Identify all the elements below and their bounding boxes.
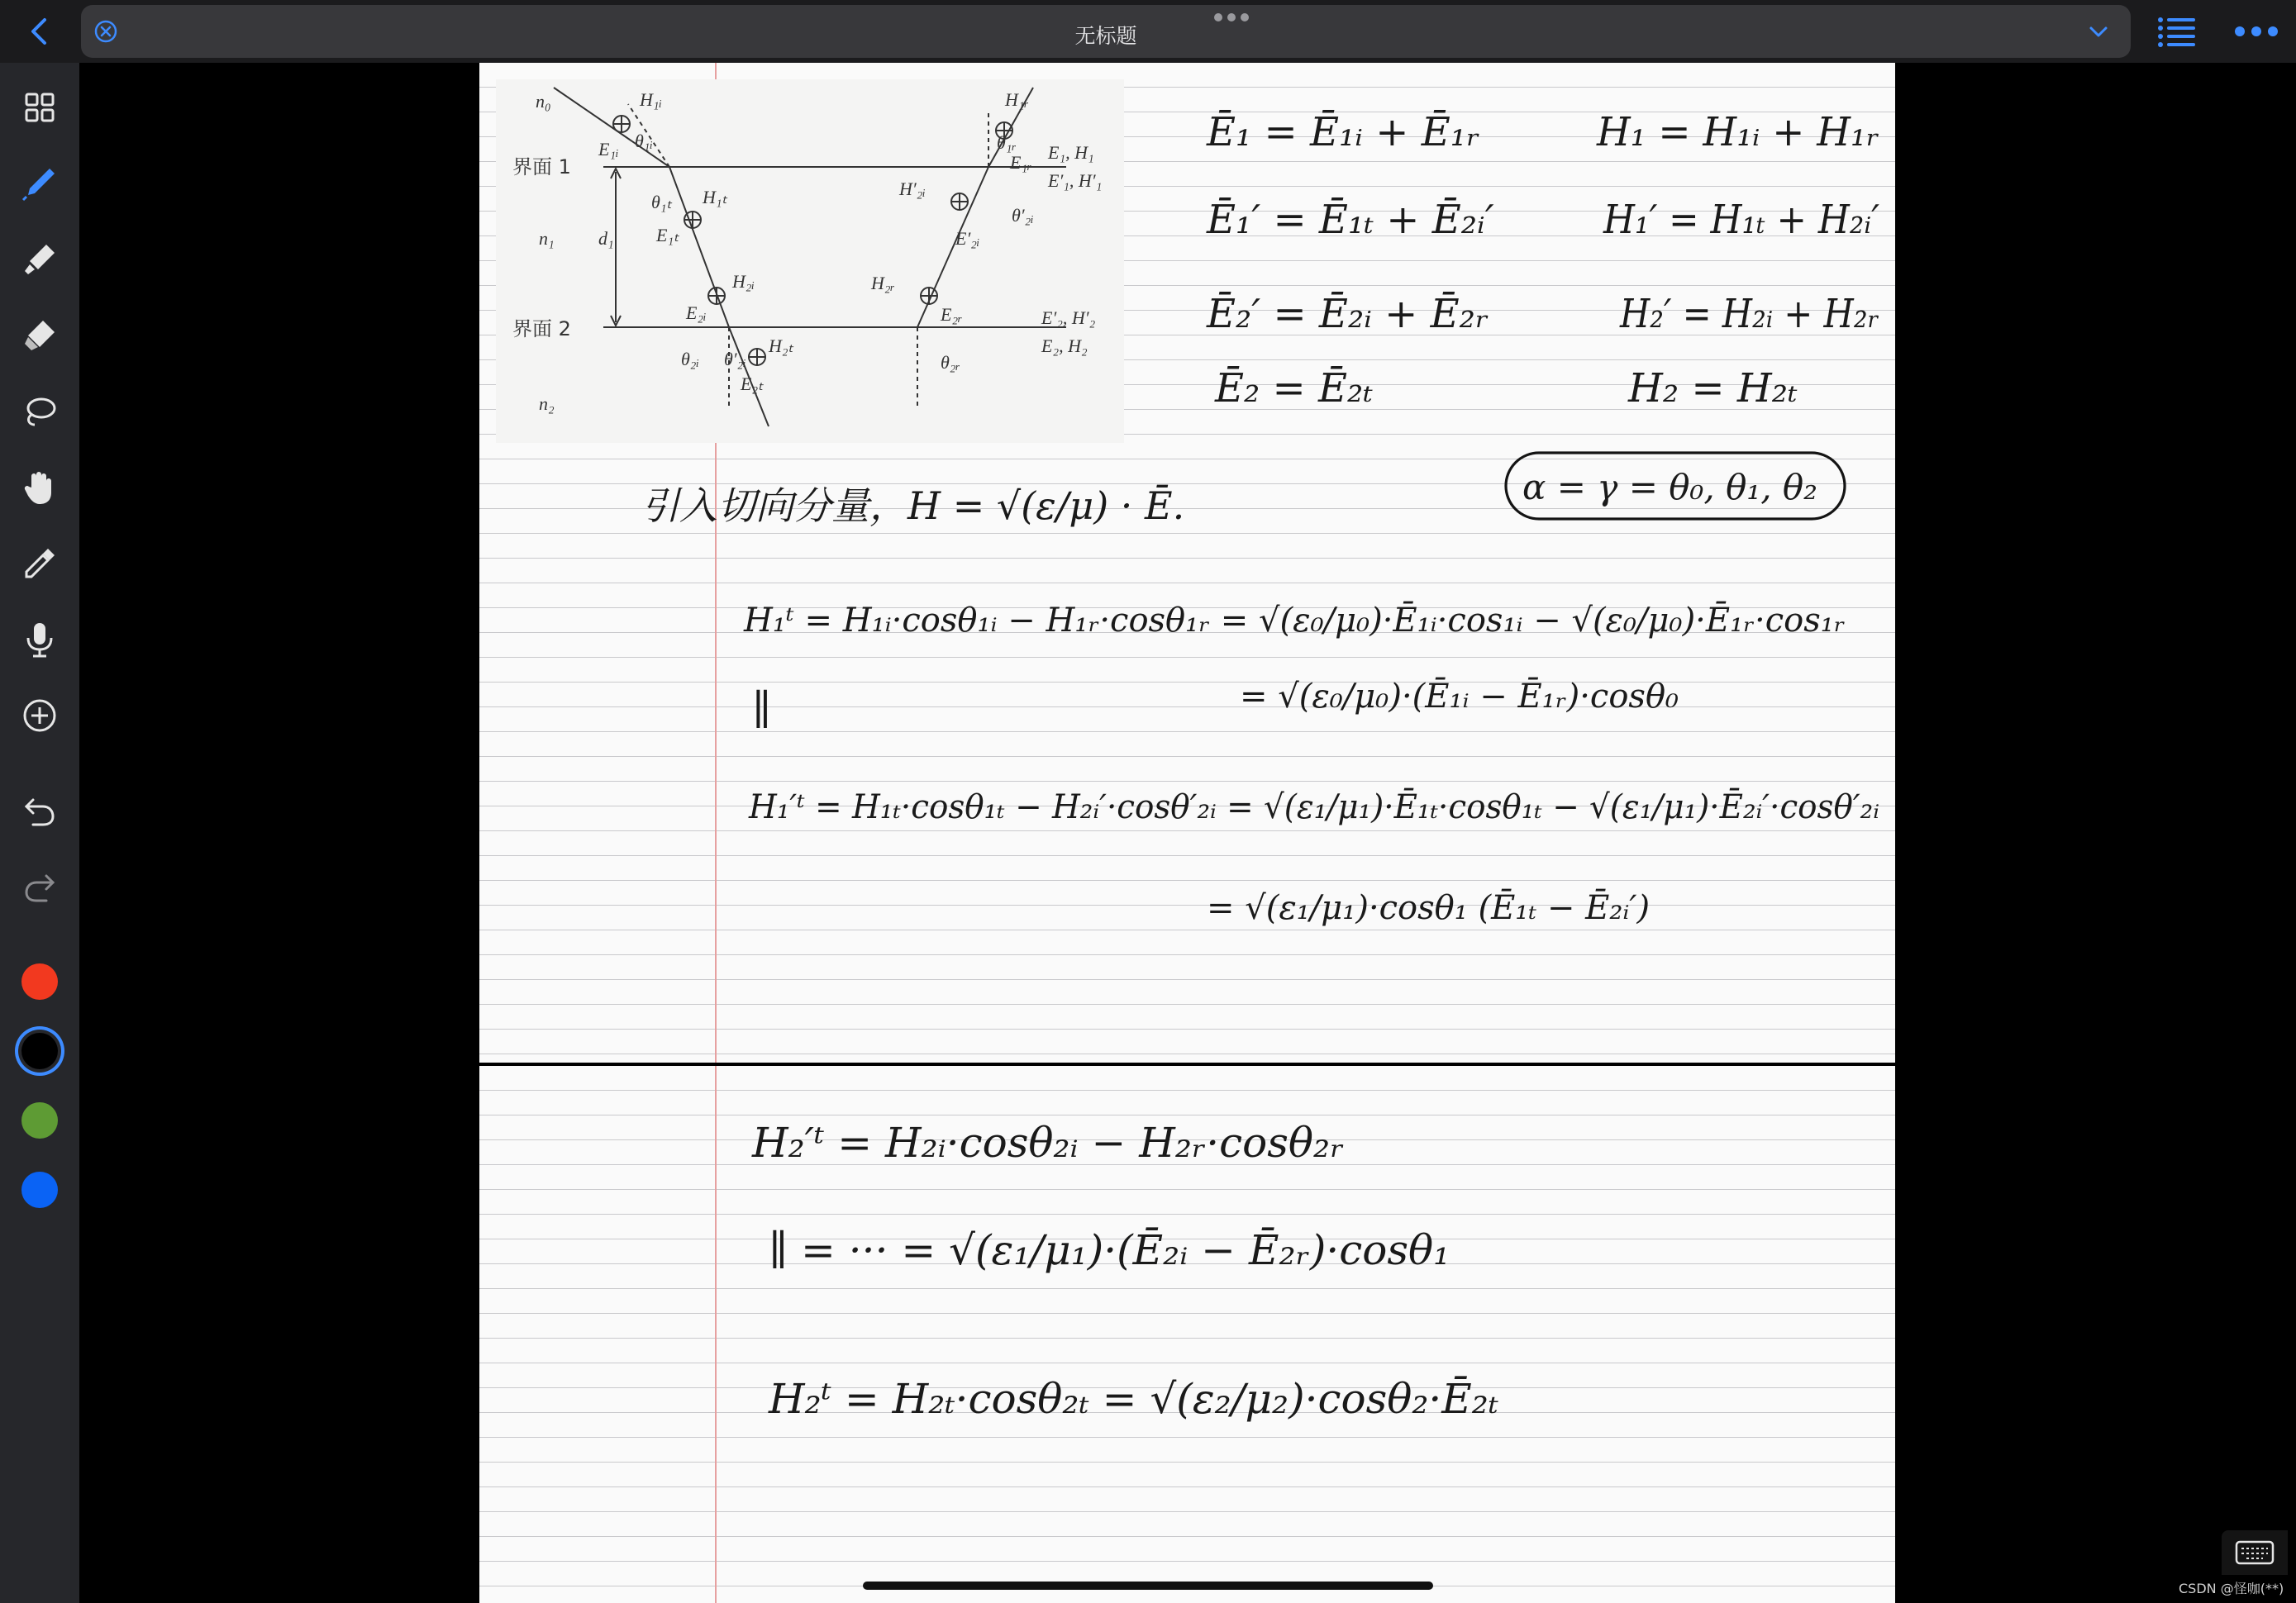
svg-text:n₀: n₀ [536, 91, 551, 112]
microphone-icon[interactable] [20, 620, 60, 659]
svg-text:θ′₂ᵢ: θ′₂ᵢ [724, 349, 746, 369]
svg-text:θ₁ᵣ: θ₁ᵣ [997, 132, 1017, 153]
top-bar [0, 0, 2296, 63]
document-title-bar[interactable] [81, 5, 2131, 58]
eq-H1: H₁ = H₁ᵢ + H₁ᵣ [1596, 109, 1879, 155]
more-options-icon[interactable] [2232, 23, 2281, 40]
svg-text:H′₂ᵢ: H′₂ᵢ [899, 178, 926, 199]
intro-note: 引入切向分量，H = √(ε/μ) · Ē. [641, 483, 1185, 528]
line-2: = √(ε₀/μ₀)·(Ē₁ᵢ − Ē₁ᵣ)·cosθ₀ [1240, 678, 1679, 716]
undo-icon[interactable] [20, 792, 60, 831]
hand-icon[interactable] [20, 468, 60, 507]
plus-circle-icon[interactable] [20, 696, 60, 735]
keyboard-button[interactable] [2222, 1530, 2288, 1575]
svg-text:H₁ᵢ: H₁ᵢ [640, 89, 663, 110]
svg-text:E′₁, H′₁: E′₁, H′₁ [1048, 170, 1103, 191]
svg-text:n₁: n₁ [539, 228, 555, 249]
lasso-icon[interactable] [20, 392, 60, 431]
note-page-1[interactable] [479, 63, 1895, 1063]
color-swatch-green[interactable] [21, 1102, 58, 1139]
eq-E1: Ē₁ = Ē₁ᵢ + Ē₁ᵣ [1207, 109, 1480, 155]
eq-E2: Ē₂ = Ē₂ₜ [1215, 365, 1374, 411]
eq-H2: H₂ = H₂ₜ [1628, 365, 1798, 411]
back-chevron-icon[interactable] [23, 15, 56, 48]
watermark: CSDN @怪咖(**) [2179, 1581, 2284, 1596]
svg-text:E′₂, H′₂: E′₂, H′₂ [1041, 307, 1096, 328]
handwritten-notes-2[interactable] [479, 1066, 1895, 1603]
eraser-icon[interactable] [20, 316, 60, 355]
svg-text:E₂ᵣ: E₂ᵣ [941, 304, 963, 325]
grid-icon[interactable] [20, 88, 60, 127]
keyboard-icon [2222, 1530, 2288, 1575]
svg-text:θ′₂ᵢ: θ′₂ᵢ [1012, 205, 1034, 226]
eq-E1-prime: Ē₁′ = Ē₁ₜ + Ē₂ᵢ′ [1207, 197, 1494, 243]
line-4: = √(ε₁/μ₁)·cosθ₁ (Ē₁ₜ − Ē₂ᵢ′) [1207, 889, 1651, 927]
eq-H2-prime: H₂′ = H₂ᵢ + H₂ᵣ [1619, 291, 1879, 337]
svg-text:θ₂ᵢ: θ₂ᵢ [681, 349, 699, 369]
angles-note: α = γ = θ₀, θ₁, θ₂ [1522, 467, 1818, 507]
svg-text:E₁ᵢ: E₁ᵢ [598, 139, 619, 159]
svg-text:H₁ₜ: H₁ₜ [703, 187, 728, 207]
eq-H1-prime: H₁′ = H₁ₜ + H₂ᵢ′ [1603, 197, 1880, 243]
pipette-icon[interactable] [20, 544, 60, 583]
line-1: H₁ᵗ = H₁ᵢ·cosθ₁ᵢ − H₁ᵣ·cosθ₁ᵣ = √(ε₀/μ₀)·Ē₁ᵢ·cos₁ᵢ − √(ε₀/μ₀)·Ē₁ᵣ·cos₁ᵣ [744, 602, 1846, 640]
svg-text:E₂ₜ: E₂ₜ [741, 373, 764, 394]
svg-text:E₁, H₁: E₁, H₁ [1048, 142, 1094, 163]
svg-text:H₂ᵣ: H₂ᵣ [871, 273, 895, 293]
parallel-mark: ∥ [752, 686, 772, 734]
pen-icon[interactable] [20, 164, 60, 203]
color-swatch-red[interactable] [21, 963, 58, 1000]
document-title: 无标题 [1074, 25, 1137, 48]
eq-E2-prime: Ē₂′ = Ē₂ᵢ + Ē₂ᵣ [1207, 291, 1489, 337]
note-page-2[interactable] [479, 1066, 1895, 1603]
svg-text:n₂: n₂ [539, 393, 555, 414]
highlighter-icon[interactable] [20, 240, 60, 279]
svg-text:θ₁ₜ: θ₁ₜ [651, 192, 672, 212]
svg-text:d₁: d₁ [598, 228, 614, 249]
svg-text:界面 1: 界面 1 [512, 155, 571, 178]
svg-text:E₂, H₂: E₂, H₂ [1041, 335, 1088, 356]
svg-text:E₁ᵣ: E₁ᵣ [1010, 152, 1032, 173]
svg-text:E′₂ᵢ: E′₂ᵢ [955, 228, 980, 249]
svg-text:θ₁ᵢ: θ₁ᵢ [635, 131, 653, 151]
chevron-down-icon[interactable] [2086, 21, 2111, 41]
svg-text:E₂ᵢ: E₂ᵢ [686, 302, 707, 323]
svg-text:E₁ₜ: E₁ₜ [656, 225, 679, 245]
line-6: ∥ = ··· = √(ε₁/μ₁)·(Ē₂ᵢ − Ē₂ᵣ)·cosθ₁ [769, 1226, 1450, 1274]
svg-text:H₂ₜ: H₂ₜ [769, 335, 794, 356]
svg-text:H₂ᵢ: H₂ᵢ [732, 271, 755, 292]
line-3: H₁′ᵗ = H₁ₜ·cosθ₁ₜ − H₂ᵢ′·cosθ′₂ᵢ = √(ε₁/μ₁)·Ē₁ₜ·cosθ₁ₜ − √(ε₁/μ₁)·Ē₂ᵢ′·cosθ′₂ᵢ [748, 788, 1879, 826]
color-swatch-black[interactable] [21, 1033, 58, 1069]
outline-list-icon[interactable] [2154, 13, 2198, 50]
svg-text:界面 2: 界面 2 [512, 317, 571, 340]
tool-sidebar [0, 63, 79, 1603]
color-swatch-blue[interactable] [21, 1172, 58, 1208]
redo-icon[interactable] [20, 868, 60, 907]
svg-text:H₁ᵣ: H₁ᵣ [1005, 89, 1029, 110]
svg-text:θ₂ᵣ: θ₂ᵣ [941, 352, 960, 373]
line-5: H₂′ᵗ = H₂ᵢ·cosθ₂ᵢ − H₂ᵣ·cosθ₂ᵣ [752, 1119, 1345, 1167]
handwritten-notes[interactable] [479, 63, 1895, 1063]
home-indicator[interactable] [863, 1582, 1433, 1590]
line-7: H₂ᵗ = H₂ₜ·cosθ₂ₜ = √(ε₂/μ₂)·cosθ₂·Ē₂ₜ [769, 1375, 1499, 1423]
